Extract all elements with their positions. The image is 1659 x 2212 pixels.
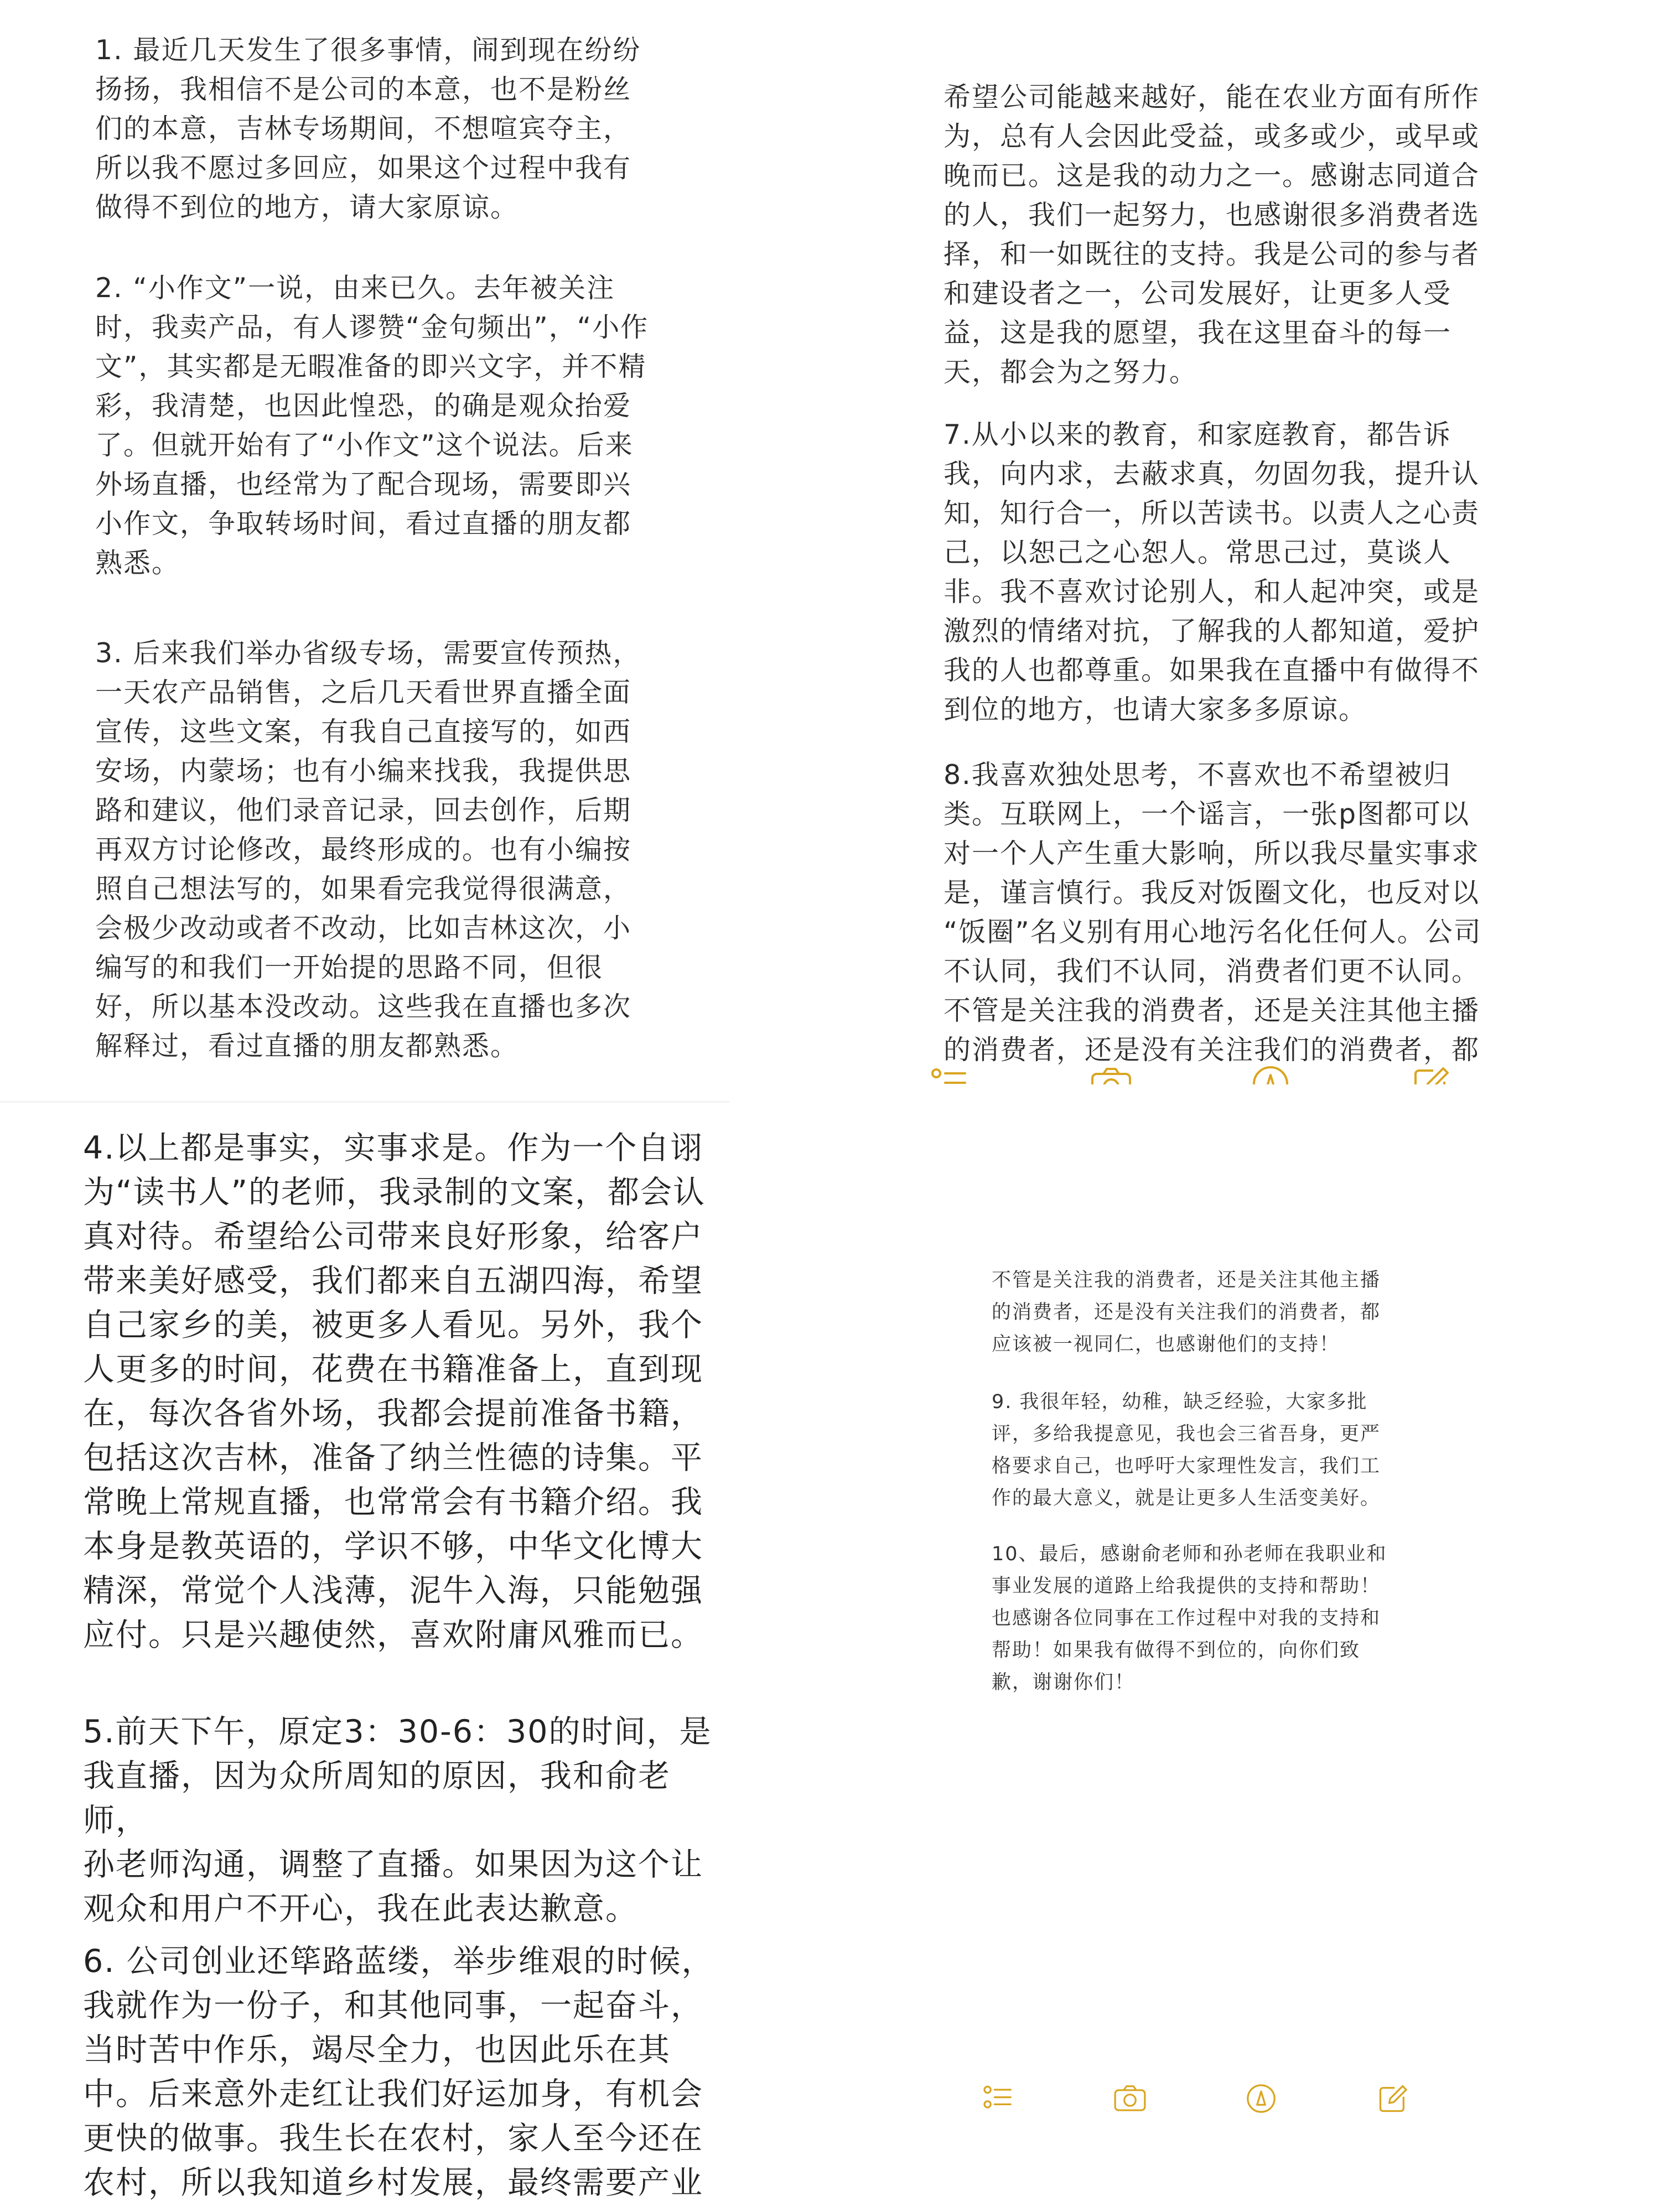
top-left-note (0, 0, 729, 1098)
bottom-right-note (919, 1084, 1659, 2212)
notes-toolbar-bottom (974, 2080, 1583, 2119)
paragraph-10: 10、最后，感谢俞老师和孙老师在我职业和 事业发展的道路上给我提供的支持和帮助！ 也感谢各位同事在工作过程中对我的支持和 帮助！如果我有做得不到位的，向你们致 歉，谢谢你们！ (992, 1543, 1387, 1694)
paragraph-5: 5.前天下午，原定3：30-6：30的时间，是 我直播，因为众所周知的原因，我和俞老师， 孙老师沟通，调整了直播。如果因为这个让 观众和用户不开心，我在此表达歉意。 (83, 1713, 712, 1927)
seam-left (0, 1101, 729, 1103)
compose-icon[interactable] (1377, 2083, 1409, 2115)
paragraph-1: 1. 最近几天发生了很多事情，闹到现在纷纷 扬扬，我相信不是公司的本意，也不是粉丝 们的本意，吉林专场期间，不想喧宾夺主， 所以我不愿过多回应，如果这个过程中我有 做得不到位的地方，请大家原谅。 (95, 34, 641, 223)
paragraph-6: 6. 公司创业还筚路蓝缕，举步维艰的时候， 我就作为一份子，和其他同事，一起奋斗， 当时苦中作乐，竭尽全力，也因此乐在其 中。后来意外走红让我们好运加身，有机会 更快的做事。我生长在农村，家人至今还在 农村，所以我知道乡村发展，最终需要产业 (83, 1943, 714, 2201)
bottom-left-note (0, 1107, 729, 2212)
paragraph-3: 3. 后来我们举办省级专场，需要宣传预热， 一天农产品销售，之后几天看世界直播全面 宣传，这些文案，有我自己直接写的，如西 安场，内蒙场；也有小编来找我，我提供思 路和建议，他们录音记录，回去创作，后期 再双方讨论修改，最终形成的。也有小编按 照自己想法写的，如果看完我觉得很满意， 会极少改动或者不改动，比如吉林这次，小 编写的和我们一开始提的思路不同，但很 好，所以基本没改动。这些我在直播也多次 解释过，看过直播的朋友都熟悉。 (95, 637, 641, 1062)
paragraph-4: 4.以上都是事实，实事求是。作为一个自诩 为“读书人”的老师，我录制的文案，都会认 真对待。希望给公司带来良好形象，给客户 带来美好感受，我们都来自五湖四海，希望 自己家乡的美，被更多人看见。另外，我个 人更多的时间，花费在书籍准备上，直到现 在，每次各省外场，我都会提前准备书籍， 包括这次吉林，准备了纳兰性德的诗集。平 常晚上常规直播，也常常会有书籍介绍。我 本身是教英语的，学识不够，中华文化博大 精深，常觉个人浅薄，泥牛入海，只能勉强 应付。只是兴趣使然，喜欢附庸风雅而已。 (83, 1130, 706, 1653)
paragraph-9: 9. 我很年轻，幼稚，缺乏经验，大家多批 评，多给我提意见，我也会三省吾身，更严 格要求自己，也呼吁大家理性发言，我们工 作的最大意义，就是让更多人生活变美好。 (992, 1391, 1381, 1509)
markup-pen-icon[interactable] (1245, 2083, 1277, 2115)
paragraph-8-continued: 不管是关注我的消费者，还是关注其他主播 的消费者，还是没有关注我们的消费者，都 应该被一视同仁，也感谢他们的支持！ (992, 1269, 1381, 1356)
paragraph-7: 7.从小以来的教育，和家庭教育，都告诉 我，向内求，去蔽求真，勿固勿我，提升认 知，知行合一，所以苦读书。以责人之心责 己，以恕己之心恕人。常思己过，莫谈人 非。我不喜欢讨论别人，和人起冲突，或是 激烈的情绪对抗，了解我的人都知道，爱护 我的人也都尊重。如果我在直播中有做得不 到位的地方，也请大家多多原谅。 (943, 419, 1480, 725)
checklist-icon[interactable] (982, 2083, 1013, 2114)
paragraph-6-continued: 希望公司能越来越好，能在农业方面有所作 为，总有人会因此受益，或多或少，或早或 晚而已。这是我的动力之一。感谢志同道合 的人，我们一起努力，也感谢很多消费者选 择，和一如既往的支持。我是公司的参与者 和建设者之一，公司发展好，让更多人受 益，这是我的愿望，我在这里奋斗的每一 天，都会为之努力。 (943, 81, 1480, 388)
camera-icon[interactable] (1113, 2084, 1147, 2112)
paragraph-2: 2. “小作文”一说，由来已久。去年被关注 时，我卖产品，有人谬赞“金句频出”，“小作 文”，其实都是无暇准备的即兴文字，并不精 彩，我清楚，也因此惶恐，的确是观众抬爱 了。但就开始有了“小作文”这个说法。后来 外场直播，也经常为了配合现场，需要即兴 小作文，争取转场时间，看过直播的朋友都 熟悉。 (95, 272, 649, 579)
paragraph-8: 8.我喜欢独处思考，不喜欢也不希望被归 类。互联网上，一个谣言，一张p图都可以 对一个人产生重大影响，所以我尽量实事求 是，谨言慎行。我反对饭圈文化，也反对以 “饭圈”名义别有用心地污名化任何人。公司 不认同，我们不认同，消费者们更不认同。 不管是关注我的消费者，还是关注其他主播 的消费者，还是没有关注我们的消费者，都 (943, 759, 1482, 1066)
top-right-note (919, 0, 1659, 1066)
